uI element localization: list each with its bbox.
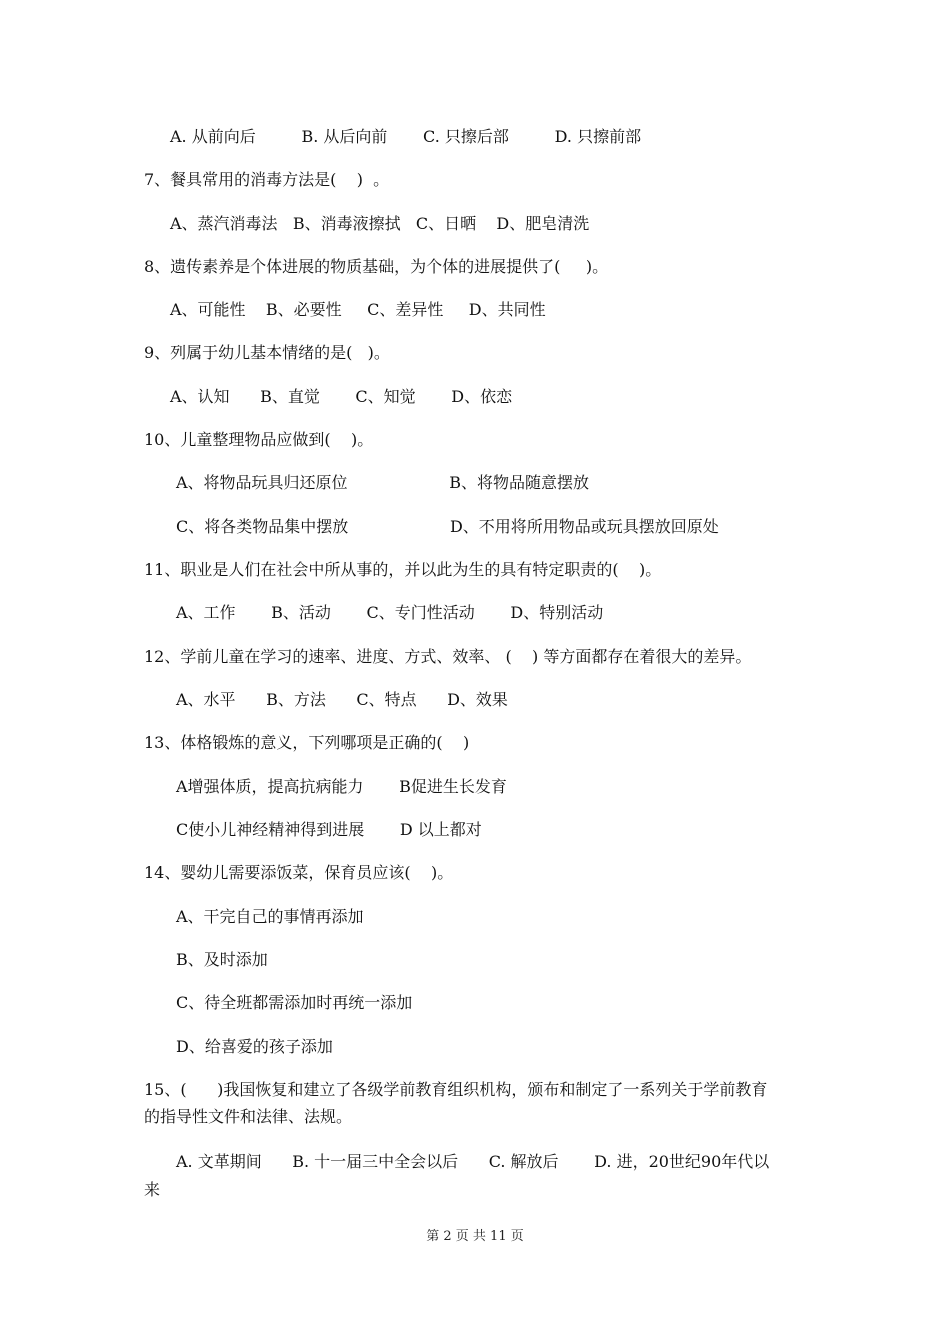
q10-options-row1: A、将物品玩具归还原位 B、将物品随意摆放: [176, 473, 590, 492]
q14-option-b: B、及时添加: [176, 950, 268, 969]
question-14: 14、婴幼儿需要添饭菜，保育员应该( )。: [144, 863, 454, 882]
q13-options-row2: C使小儿神经精神得到进展 D 以上都对: [176, 820, 482, 839]
page-footer: 第 2 页 共 11 页: [426, 1229, 524, 1244]
q11-options: A、工作 B、活动 C、专门性活动 D、特别活动: [176, 603, 604, 622]
q12-options: A、水平 B、方法 C、特点 D、效果: [176, 690, 508, 709]
q15-options-wrap: 来: [144, 1180, 161, 1199]
q8-options: A、可能性 B、必要性 C、差异性 D、共同性: [170, 300, 546, 319]
q15-options: A. 文革期间 B. 十一届三中全会以后 C. 解放后 D. 进，20世纪90年代以: [176, 1152, 770, 1171]
q6-options: A. 从前向后 B. 从后向前 C. 只擦后部 D. 只擦前部: [170, 127, 642, 146]
question-7: 7、餐具常用的消毒方法是( ) 。: [144, 170, 390, 189]
q9-options: A、认知 B、直觉 C、知觉 D、依恋: [170, 387, 513, 406]
question-12: 12、学前儿童在学习的速率、进度、方式、效率、 ( ) 等方面都存在着很大的差异。: [144, 647, 752, 666]
question-15-line2: 的指导性文件和法律、法规。: [144, 1107, 353, 1126]
question-13: 13、体格锻炼的意义，下列哪项是正确的( ): [144, 733, 470, 752]
q7-options: A、蒸汽消毒法 B、消毒液擦拭 C、日晒 D、肥皂清洗: [170, 214, 590, 233]
question-10: 10、儿童整理物品应做到( )。: [144, 430, 374, 449]
q13-options-row1: A增强体质，提高抗病能力 B促进生长发育: [176, 777, 507, 796]
q14-option-d: D、给喜爱的孩子添加: [176, 1037, 333, 1056]
question-15-line1: 15、( )我国恢复和建立了各级学前教育组织机构，颁布和制定了一系列关于学前教育: [144, 1080, 768, 1099]
q10-options-row2: C、将各类物品集中摆放 D、不用将所用物品或玩具摆放回原处: [176, 517, 719, 536]
question-11: 11、职业是人们在社会中所从事的，并以此为生的具有特定职责的( )。: [144, 560, 662, 579]
q14-option-c: C、待全班都需添加时再统一添加: [176, 993, 413, 1012]
q14-option-a: A、干完自己的事情再添加: [176, 907, 364, 926]
question-9: 9、列属于幼儿基本情绪的是( )。: [144, 343, 390, 362]
question-8: 8、遗传素养是个体进展的物质基础，为个体的进展提供了( )。: [144, 257, 609, 276]
